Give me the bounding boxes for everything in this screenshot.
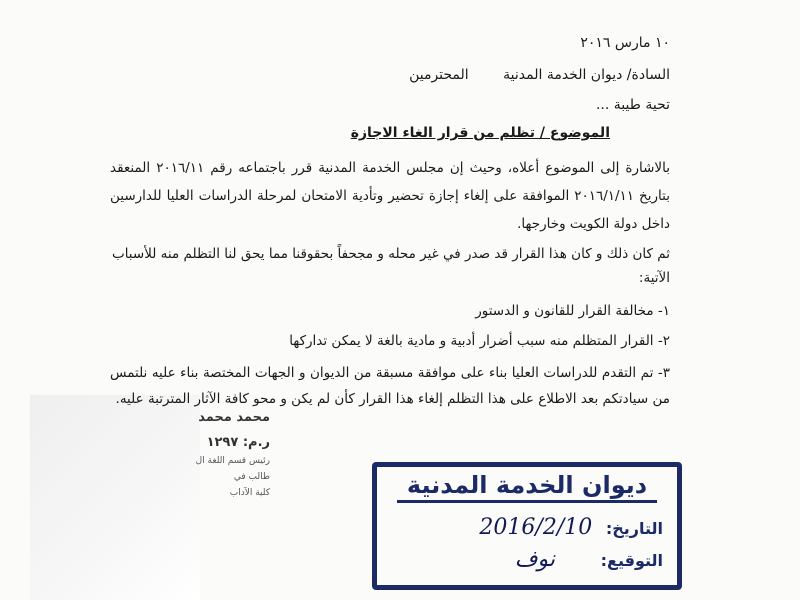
addressee: السادة/ ديوان الخدمة المدنية bbox=[503, 67, 670, 83]
subject-line: الموضوع / تظلم من قرار الغاء الاجازة bbox=[350, 125, 610, 141]
signer-title-2: طالب في bbox=[233, 472, 270, 482]
signer-title-1: رئيس قسم اللغة ال bbox=[195, 456, 270, 466]
stamp-title: ديوان الخدمة المدنية bbox=[389, 471, 665, 499]
paragraph-2: ثم كان ذلك و كان هذا القرار قد صدر في غير محله و مجحفاً بحقوقنا مما يحق لنا التظلم منه للأسباب الآتية: bbox=[111, 246, 670, 286]
stamp-signature-row bbox=[515, 547, 663, 572]
stamp-date-label: التاريخ: bbox=[605, 519, 663, 538]
paragraph-1: بالاشارة إلى الموضوع أعلاه، وحيث إن مجلس الخدمة المدنية قرر باجتماعه رقم ٢٠١٦/١١ المنعقد بتاريخ ٢٠١٦/١/١١ الموافقة على إلغاء إجازة تحضير وتأدية الامتحان لمرحلة الدراسات العليا للدارسين داخل دولة الكويت وخارجها. bbox=[110, 160, 670, 232]
reason-2: ٢- القرار المتظلم منه سبب أضرار أدبية و مادية بالغة لا يمكن تداركها bbox=[289, 333, 670, 349]
signer-id: ر.م: ١٢٩٧ bbox=[206, 435, 270, 450]
reason-3: ٣- تم التقدم للدراسات العليا بناء على موافقة مسبقة من الديوان و الجهات المختصة بناء عليه نلتمس من سيادتكم بعد الاطلاع على هذا التظلم إلغاء هذا القرار كأن لم يكن و محو كافة الآثار المترتبة عليه. bbox=[110, 365, 670, 407]
signer-name: محمد محمد bbox=[198, 410, 270, 425]
stamp-signature-label: التوقيع: bbox=[600, 551, 663, 570]
addressee-line bbox=[409, 66, 670, 84]
stamp-date-value: 2016/2/10 bbox=[479, 515, 593, 540]
stamp-date-row bbox=[479, 515, 663, 540]
stamp-handwritten-signature: نوف bbox=[514, 547, 556, 572]
signer-title-3: كلية الآداب bbox=[229, 488, 270, 498]
receipt-stamp bbox=[372, 462, 682, 590]
greeting: تحية طيبة ... bbox=[595, 97, 670, 113]
letter-date: ١٠ مارس ٢٠١٦ bbox=[580, 35, 670, 51]
respect-phrase: المحترمين bbox=[409, 67, 469, 83]
reason-1: ١- مخالفة القرار للقانون و الدستور bbox=[475, 303, 670, 319]
signature-block bbox=[150, 410, 270, 498]
